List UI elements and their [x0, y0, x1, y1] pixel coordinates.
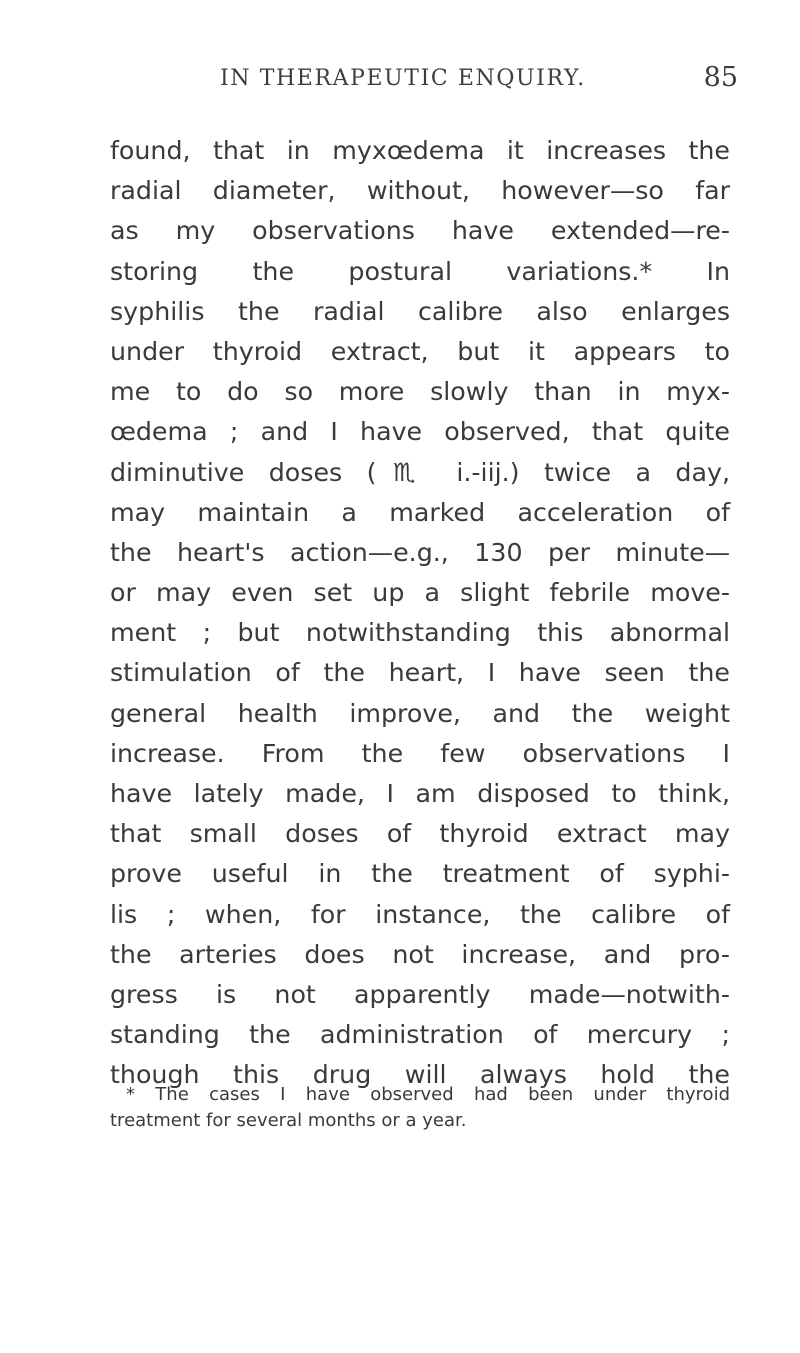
text-line: standing the administration of mercury ;: [110, 1020, 730, 1050]
running-head: IN THERAPEUTIC ENQUIRY.: [220, 66, 586, 91]
text-line: gress is not apparently made—notwith-: [110, 979, 730, 1009]
text-line: me to do so more slowly than in myx-: [110, 377, 730, 407]
text-line: lis ; when, for instance, the calibre of: [110, 899, 730, 929]
page-header: [220, 62, 740, 102]
footnote: [110, 1082, 730, 1134]
body-text: [110, 131, 730, 1096]
footnote-line: * The cases I have observed had been under thyroid: [126, 1084, 730, 1105]
text-line: that small doses of thyroid extract may: [110, 819, 730, 849]
page-number: 85: [703, 62, 738, 93]
text-line: storing the postural variations.* In: [110, 256, 730, 286]
text-line: found, that in myxœdema it increases the: [110, 136, 730, 165]
text-line: the arteries does not increase, and pro-: [110, 939, 730, 969]
text-line: ment ; but notwithstanding this abnormal: [110, 618, 730, 648]
text-line: have lately made, I am disposed to think,: [110, 779, 730, 808]
footnote-line: treatment for several months or a year.: [110, 1110, 467, 1131]
text-line: though this drug will always hold the: [110, 1060, 730, 1090]
text-line: increase. From the few observations I: [110, 738, 730, 768]
text-line: may maintain a marked acceleration of: [110, 497, 730, 527]
text-line: or may even set up a slight febrile move-: [110, 578, 730, 608]
text-line: under thyroid extract, but it appears to: [110, 336, 730, 366]
text-line: as my observations have extended—re-: [110, 216, 730, 246]
text-line: stimulation of the heart, I have seen the: [110, 658, 730, 688]
text-line: œdema ; and I have observed, that quite: [110, 417, 730, 447]
text-line: general health improve, and the weight: [110, 698, 730, 728]
text-line: prove useful in the treatment of syphi-: [110, 859, 730, 889]
text-line: radial diameter, without, however—so far: [110, 176, 730, 206]
text-line: diminutive doses (♏ i.-iij.) twice a day,: [110, 457, 730, 487]
text-line: the heart's action—e.g., 130 per minute—: [110, 537, 730, 567]
text-line: syphilis the radial calibre also enlarges: [110, 296, 730, 326]
